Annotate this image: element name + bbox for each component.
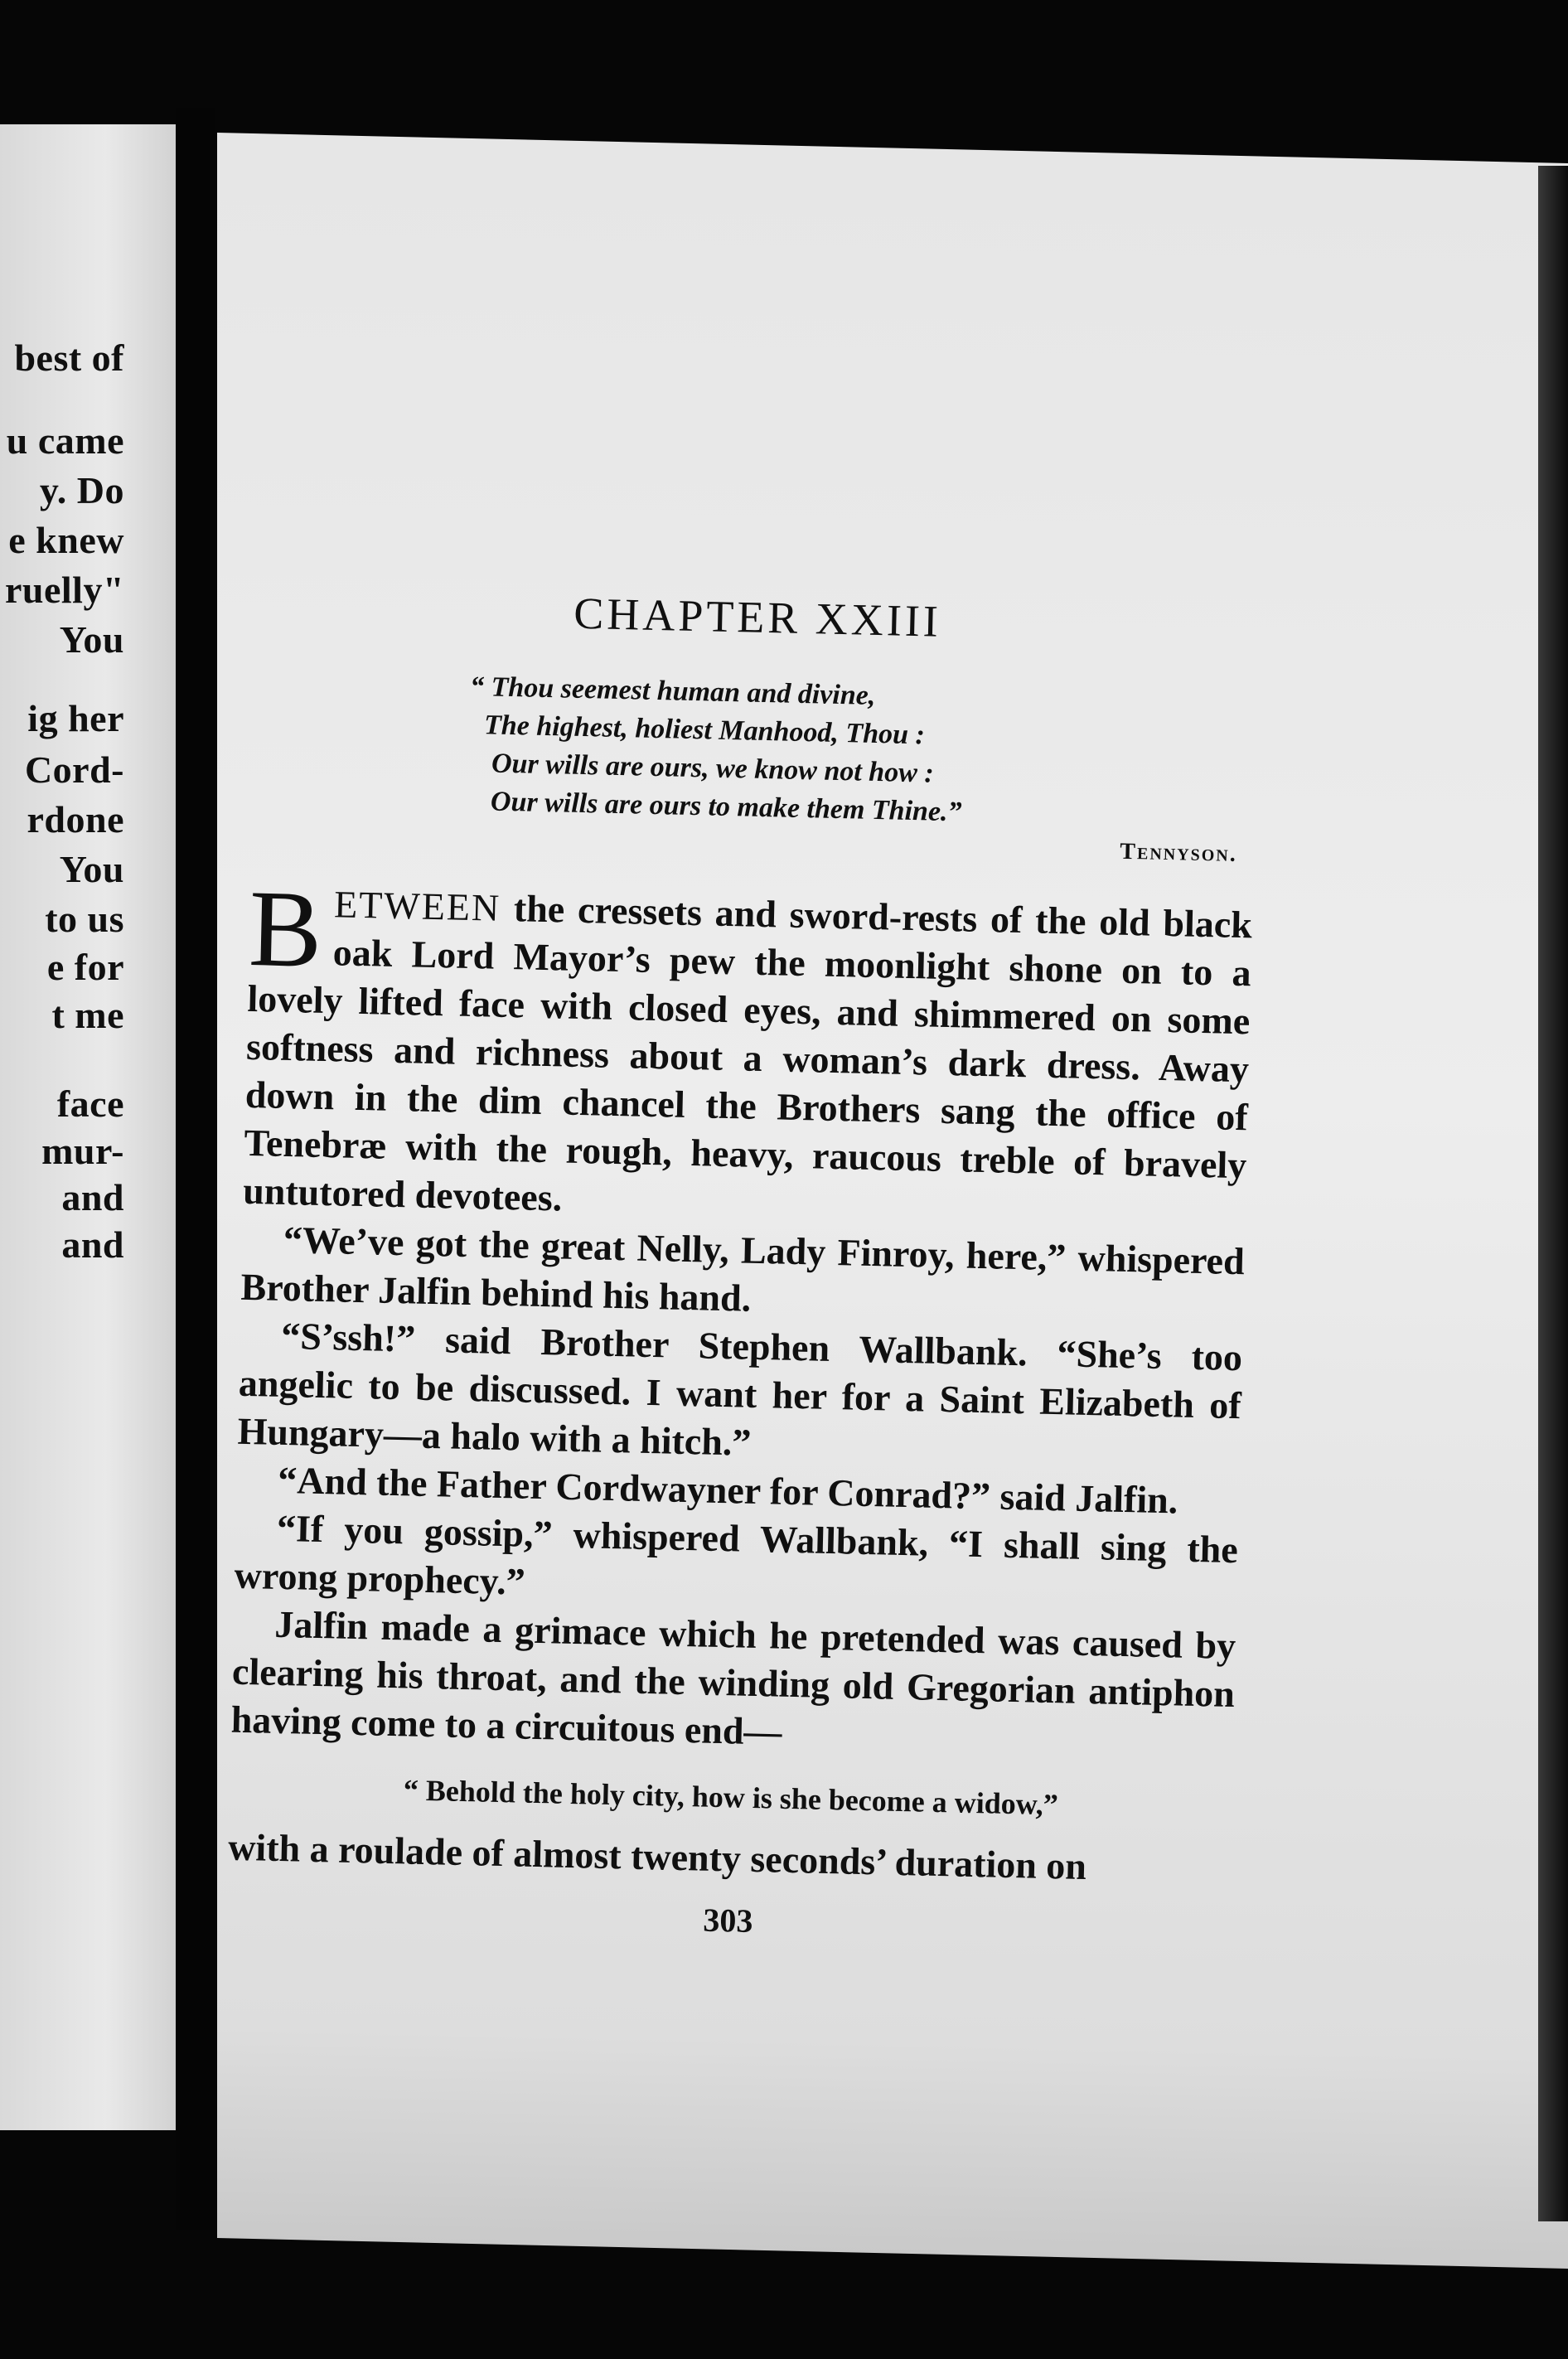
left-page-fragment: e for (46, 946, 124, 988)
page-number: 303 (702, 1901, 753, 1940)
left-page-fragment: u came (6, 419, 124, 462)
left-page-fragment: t me (51, 994, 124, 1036)
left-page-fragment: to us (45, 898, 124, 940)
left-page-fragment: and (61, 1223, 124, 1266)
epigraph-line: Our wills are ours to make them Thine.” (490, 786, 962, 828)
epigraph-line: “ Thou seemest human and divine, (469, 671, 876, 711)
paragraph: “And the Father Cordwayner for Conrad?” said Jalfin. (277, 1458, 1178, 1522)
paragraph: with a roulade of almost twenty seconds’ duration on (227, 1825, 1087, 1888)
paragraph: Jalfin made a grimace which he pretended was caused by clearing his throat, and the winding old Gregorian antiphon having come to a circuitous end— (230, 1602, 1236, 1753)
left-page-fragment: Cord- (24, 748, 124, 791)
quoted-verse: “ Behold the holy city, how is she become a widow,” (403, 1773, 1059, 1822)
left-page-fragment: ruelly" (4, 569, 124, 611)
epigraph (467, 668, 1257, 839)
paragraph: “S’ssh!” said Brother Stephen Wallbank. “She’s too angelic to be discussed. I want her for a Saint Elizabeth of Hungary—a halo with a hitch.” (237, 1314, 1243, 1464)
left-page-fragment: e knew (8, 519, 124, 561)
first-word: ETWEEN (333, 883, 501, 929)
left-page-fragment: mur- (41, 1130, 124, 1172)
drop-cap: B (247, 866, 324, 991)
book-gutter (176, 108, 215, 2230)
body-text (227, 866, 1253, 1894)
page-edge (1538, 166, 1568, 2221)
chapter-title: CHAPTER XXIII (573, 588, 942, 647)
left-page-fragment: face (56, 1083, 124, 1125)
left-page-fragment: ig her (27, 697, 124, 739)
left-page-fragment: best of (14, 337, 124, 379)
epigraph-line: Our wills are ours, we know not how : (491, 748, 935, 789)
left-page-fragment: You (59, 848, 124, 890)
left-page-fragment: y. Do (39, 469, 124, 511)
left-page-fragment: rdone (27, 798, 124, 840)
paragraph: “We’ve got the great Nelly, Lady Finroy, here,” whispered Brother Jalfin behind his hand. (240, 1218, 1246, 1320)
paragraph (242, 866, 1253, 1238)
left-page (0, 124, 176, 2130)
paragraph: “If you gossip,” whispered Wallbank, “I shall sing the wrong prophecy.” (234, 1506, 1239, 1603)
page-text (226, 580, 1260, 1951)
epigraph-line: The highest, holiest Manhood, Thou : (483, 710, 926, 751)
left-page-fragment: You (59, 618, 124, 661)
paragraph-text: the cressets and sword-rests of the old black oak Lord Mayor’s pew the moonlight shone on to a lovely lifted face with closed eyes, and shimmered on some softness and richness about a woman’s dark dress. Away down in the dim chancel the Brothers sang the office of Tenebræ with the rough, heavy, raucous treble of bravely untutored devotees. (242, 886, 1253, 1219)
epigraph-attribution: Tennyson. (1120, 838, 1238, 867)
left-page-fragment: and (61, 1176, 124, 1218)
